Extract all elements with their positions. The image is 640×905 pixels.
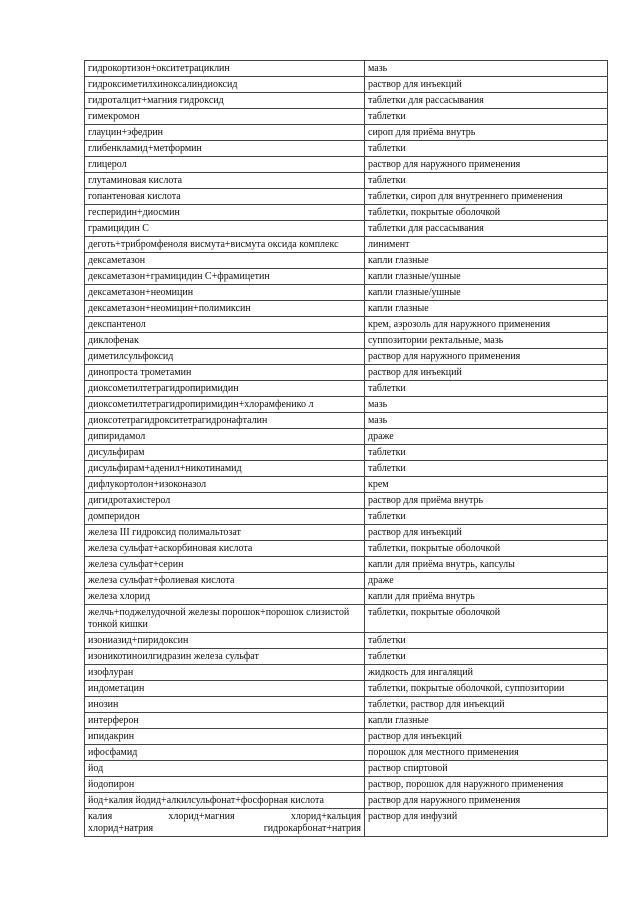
drug-name-cell: диметилсульфоксид: [85, 349, 365, 365]
drug-name-cell: диклофенак: [85, 333, 365, 349]
drug-name-cell: ипидакрин: [85, 729, 365, 745]
dosage-form-cell: капли глазные: [365, 713, 608, 729]
dosage-form-cell: таблетки, покрытые оболочкой: [365, 541, 608, 557]
table-row: [85, 141, 608, 157]
table-row: [85, 713, 608, 729]
dosage-form-cell: таблетки: [365, 461, 608, 477]
table-row: [85, 381, 608, 397]
table-row: [85, 157, 608, 173]
table-row: [85, 445, 608, 461]
drug-name-cell: железа хлорид: [85, 589, 365, 605]
dosage-form-cell: таблетки: [365, 509, 608, 525]
drug-name-cell: дисульфирам: [85, 445, 365, 461]
dosage-form-cell: жидкость для ингаляций: [365, 665, 608, 681]
drug-name-cell: изофлуран: [85, 665, 365, 681]
dosage-form-cell: мазь: [365, 61, 608, 77]
dosage-form-cell: раствор для инъекций: [365, 525, 608, 541]
drug-name-cell: гидроталцит+магния гидроксид: [85, 93, 365, 109]
table-row: [85, 221, 608, 237]
dosage-form-cell: раствор спиртовой: [365, 761, 608, 777]
drug-name-cell: ифосфамид: [85, 745, 365, 761]
drug-name-cell: [85, 809, 365, 837]
table-row: [85, 77, 608, 93]
dosage-form-cell: таблетки: [365, 381, 608, 397]
table-row: [85, 461, 608, 477]
table-row: [85, 509, 608, 525]
dosage-form-cell: раствор для инфузий: [365, 809, 608, 837]
dosage-form-cell: капли глазные/ушные: [365, 269, 608, 285]
table-row: [85, 189, 608, 205]
dosage-form-cell: таблетки, раствор для инъекций: [365, 697, 608, 713]
dosage-form-cell: раствор, порошок для наружного применения: [365, 777, 608, 793]
dosage-form-cell: таблетки: [365, 649, 608, 665]
drug-name-cell: глибенкламид+метформин: [85, 141, 365, 157]
dosage-form-cell: раствор для наружного применения: [365, 157, 608, 173]
drug-name-cell: динопроста трометамин: [85, 365, 365, 381]
dosage-form-cell: таблетки, покрытые оболочкой, суппозитории: [365, 681, 608, 697]
table-row: [85, 477, 608, 493]
drug-name-cell: диоксометилтетрагидропиримидин: [85, 381, 365, 397]
dosage-form-cell: таблетки: [365, 445, 608, 461]
table-row: [85, 697, 608, 713]
dosage-form-cell: капли глазные/ушные: [365, 285, 608, 301]
drug-name-cell: диоксометилтетрагидропиримидин+хлорамфенико л: [85, 397, 365, 413]
dosage-form-cell: крем: [365, 477, 608, 493]
table-row: [85, 649, 608, 665]
table-row: [85, 493, 608, 509]
dosage-form-cell: раствор для инъекций: [365, 365, 608, 381]
drug-name-cell: гимекромон: [85, 109, 365, 125]
dosage-form-cell: таблетки для рассасывания: [365, 221, 608, 237]
drug-name-cell: дигидротахистерол: [85, 493, 365, 509]
table-row: [85, 525, 608, 541]
table-row: [85, 761, 608, 777]
table-row: [85, 633, 608, 649]
dosage-form-cell: крем, аэрозоль для наружного применения: [365, 317, 608, 333]
drug-name-cell: гидроксиметилхиноксалиндиоксид: [85, 77, 365, 93]
dosage-form-cell: драже: [365, 573, 608, 589]
table-row: [85, 729, 608, 745]
drug-name-cell: инозин: [85, 697, 365, 713]
table-row: [85, 205, 608, 221]
drug-name-cell: дексаметазон+неомицин+полимиксин: [85, 301, 365, 317]
dosage-form-cell: таблетки: [365, 141, 608, 157]
drug-name-cell: декспантенол: [85, 317, 365, 333]
drug-name-cell: железа сульфат+серин: [85, 557, 365, 573]
table-row: [85, 333, 608, 349]
table-row: [85, 253, 608, 269]
table-row: [85, 573, 608, 589]
dosage-form-cell: таблетки: [365, 633, 608, 649]
table-row: [85, 237, 608, 253]
table-row: [85, 429, 608, 445]
table-row: [85, 745, 608, 761]
drug-name-cell: глутаминовая кислота: [85, 173, 365, 189]
table-row: [85, 365, 608, 381]
dosage-form-cell: капли глазные: [365, 301, 608, 317]
drug-name-lines: [88, 811, 361, 835]
drug-name-cell: глицерол: [85, 157, 365, 173]
drug-name-cell: изоникотиноилгидразин железа сульфат: [85, 649, 365, 665]
dosage-form-cell: линимент: [365, 237, 608, 253]
dosage-form-cell: раствор для наружного применения: [365, 793, 608, 809]
table-row: [85, 793, 608, 809]
dosage-form-cell: порошок для местного применения: [365, 745, 608, 761]
drug-forms-table: [84, 60, 608, 837]
dosage-form-cell: раствор для инъекций: [365, 729, 608, 745]
dosage-form-cell: мазь: [365, 397, 608, 413]
drug-name-cell: дексаметазон+грамицидин С+фрамицетин: [85, 269, 365, 285]
table-row: [85, 589, 608, 605]
drug-name-line: калия хлорид+магния хлорид+кальция: [88, 811, 361, 822]
drug-name-cell: желчь+поджелудочной железы порошок+порошок слизистой тонкой кишки: [85, 605, 365, 633]
table-row: [85, 301, 608, 317]
drug-name-cell: железа сульфат+фолиевая кислота: [85, 573, 365, 589]
dosage-form-cell: таблетки, покрытые оболочкой: [365, 605, 608, 633]
drug-name-cell: дексаметазон: [85, 253, 365, 269]
dosage-form-cell: таблетки, сироп для внутреннего применения: [365, 189, 608, 205]
table-row: [85, 125, 608, 141]
drug-name-cell: интерферон: [85, 713, 365, 729]
drug-name-cell: деготь+трибромфеноля висмута+висмута оксида комплекс: [85, 237, 365, 253]
table-row: [85, 269, 608, 285]
table-row: [85, 413, 608, 429]
dosage-form-cell: таблетки, покрытые оболочкой: [365, 205, 608, 221]
table-row: [85, 109, 608, 125]
dosage-form-cell: таблетки для рассасывания: [365, 93, 608, 109]
drug-name-cell: домперидон: [85, 509, 365, 525]
dosage-form-cell: мазь: [365, 413, 608, 429]
drug-name-cell: диоксотетрагидрокситетрагидронафталин: [85, 413, 365, 429]
table-row: [85, 285, 608, 301]
dosage-form-cell: раствор для инъекций: [365, 77, 608, 93]
table-row: [85, 397, 608, 413]
drug-name-cell: дексаметазон+неомицин: [85, 285, 365, 301]
dosage-form-cell: драже: [365, 429, 608, 445]
dosage-form-cell: капли глазные: [365, 253, 608, 269]
table-row: [85, 557, 608, 573]
drug-name-cell: грамицидин С: [85, 221, 365, 237]
dosage-form-cell: таблетки: [365, 109, 608, 125]
drug-name-cell: железа сульфат+аскорбиновая кислота: [85, 541, 365, 557]
dosage-form-cell: суппозитории ректальные, мазь: [365, 333, 608, 349]
drug-name-cell: гопантеновая кислота: [85, 189, 365, 205]
table-row: [85, 681, 608, 697]
drug-name-cell: дисульфирам+аденил+никотинамид: [85, 461, 365, 477]
table-row: [85, 809, 608, 837]
table-row: [85, 93, 608, 109]
dosage-form-cell: сироп для приёма внутрь: [365, 125, 608, 141]
dosage-form-cell: раствор для приёма внутрь: [365, 493, 608, 509]
drug-name-cell: йод+калия йодид+алкилсульфонат+фосфорная кислота: [85, 793, 365, 809]
dosage-form-cell: капли для приёма внутрь: [365, 589, 608, 605]
drug-name-cell: изониазид+пиридоксин: [85, 633, 365, 649]
table-body: [85, 61, 608, 837]
drug-name-cell: индометацин: [85, 681, 365, 697]
table-row: [85, 317, 608, 333]
table-row: [85, 541, 608, 557]
drug-name-line: хлорид+натрия гидрокарбонат+натрия: [88, 823, 361, 834]
table-row: [85, 665, 608, 681]
drug-name-cell: гесперидин+диосмин: [85, 205, 365, 221]
drug-name-cell: дифлукортолон+изоконазол: [85, 477, 365, 493]
table-row: [85, 777, 608, 793]
dosage-form-cell: таблетки: [365, 173, 608, 189]
drug-name-cell: йодопирон: [85, 777, 365, 793]
drug-name-cell: дипиридамол: [85, 429, 365, 445]
dosage-form-cell: капли для приёма внутрь, капсулы: [365, 557, 608, 573]
table-row: [85, 605, 608, 633]
table-row: [85, 173, 608, 189]
drug-name-cell: глауцин+эфедрин: [85, 125, 365, 141]
table-row: [85, 349, 608, 365]
dosage-form-cell: раствор для наружного применения: [365, 349, 608, 365]
drug-name-cell: гидрокортизон+окситетрациклин: [85, 61, 365, 77]
table-row: [85, 61, 608, 77]
drug-name-cell: йод: [85, 761, 365, 777]
drug-name-cell: железа III гидроксид полимальтозат: [85, 525, 365, 541]
